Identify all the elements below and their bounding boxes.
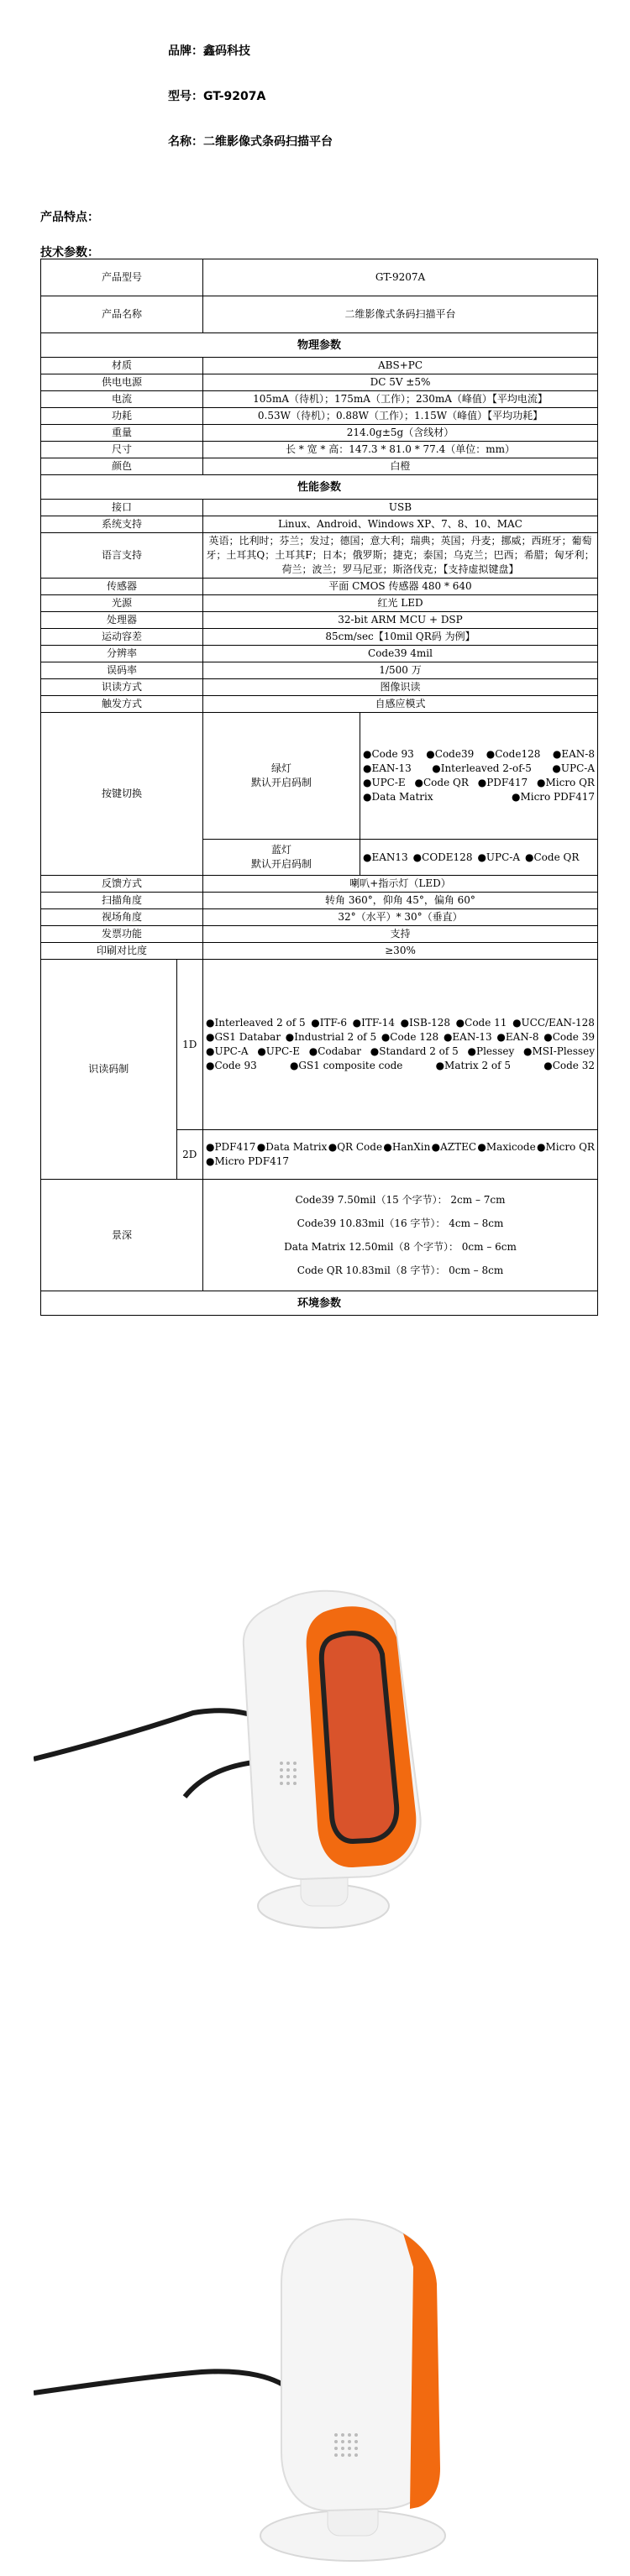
current-value: 105mA（待机）；175mA（工作）；230mA（峰值）【平均电流】 [203, 391, 598, 408]
2d-label: 2D [176, 1130, 202, 1180]
code-item: ●AZTEC [431, 1141, 477, 1153]
code-item: ●Code 93 [206, 1060, 257, 1071]
light-label: 光源 [41, 595, 203, 612]
features-heading: 产品特点： [40, 211, 99, 224]
current-label: 电流 [41, 391, 203, 408]
depth-line: Code QR 10.83mil（8 字节）： 0cm – 8cm [297, 1264, 504, 1276]
table-row [41, 595, 598, 612]
tech-heading: 技术参数： [40, 246, 99, 259]
depth-line: Data Matrix 12.50mil（8 个字节）： 0cm – 6cm [284, 1241, 517, 1253]
table-row [41, 391, 598, 408]
depth-cell [203, 1180, 598, 1291]
1d-label: 1D [176, 960, 202, 1130]
code-item: ●Matrix 2 of 5 [435, 1060, 512, 1071]
spec-table [40, 259, 598, 1316]
scan-window [322, 1633, 396, 1841]
blue-codes-cell [360, 840, 598, 876]
table-row [41, 612, 598, 629]
table-row [41, 1180, 598, 1291]
size-label: 尺寸 [41, 442, 203, 458]
code-item: ●Codabar [308, 1045, 362, 1057]
table-row [41, 259, 598, 296]
code-item: ●UPC-E [257, 1045, 300, 1057]
table-row [41, 458, 598, 475]
language-label: 语言支持 [41, 533, 203, 579]
table-row [41, 516, 598, 533]
code-item: ●Code QR [525, 851, 580, 863]
code-item: ●Code128 [486, 748, 541, 760]
depth-label: 景深 [41, 1180, 203, 1291]
code-item: ●GS1 composite code [289, 1060, 403, 1071]
light-value: 红光 LED [203, 595, 598, 612]
table-row [41, 943, 598, 960]
table-row [41, 662, 598, 679]
feedback-label: 反馈方式 [41, 876, 203, 893]
table-row [41, 876, 598, 893]
table-row [41, 374, 598, 391]
sensor-label: 传感器 [41, 579, 203, 595]
contrast-value: ≥30% [203, 943, 598, 960]
view-value: 32°（水平）* 30°（垂直） [203, 909, 598, 926]
symbology-label: 识读码制 [41, 960, 177, 1180]
table-row [41, 296, 598, 333]
code-item: ●Data Matrix [256, 1141, 328, 1153]
color-label: 颜色 [41, 458, 203, 475]
table-row [41, 333, 598, 358]
code-item: ●UPC-A [206, 1045, 249, 1057]
code-item: ●QR Code [328, 1141, 383, 1153]
table-row [41, 500, 598, 516]
code-item: ●Code 93 [363, 748, 414, 760]
name-label: 产品名称 [41, 296, 203, 333]
table-row [41, 358, 598, 374]
code-item: ●EAN-13 [443, 1031, 492, 1043]
code-item: ●HanXin [383, 1141, 431, 1153]
contrast-label: 印刷对比度 [41, 943, 203, 960]
code-item: ●GS1 Databar [206, 1031, 281, 1043]
code-item: ●ISB-128 [400, 1017, 451, 1029]
interface-value: USB [203, 500, 598, 516]
environment-heading: 环境参数 [41, 1291, 598, 1316]
table-row [41, 579, 598, 595]
code-item: ●EAN13 [363, 851, 408, 863]
code-item: ●UPC-E [363, 777, 406, 788]
model-line: 型号：GT-9207A [168, 90, 266, 103]
sensor-value: 平面 CMOS 传感器 480 * 640 [203, 579, 598, 595]
code-item: ●UPC-A [477, 851, 521, 863]
feedback-value: 喇叭+指示灯（LED） [203, 876, 598, 893]
depth-line: Code39 10.83mil（16 字节）： 4cm – 8cm [297, 1217, 504, 1229]
resolution-label: 分辨率 [41, 646, 203, 662]
depth-line: Code39 7.50mil（15 个字节）： 2cm – 7cm [295, 1194, 506, 1206]
table-row [41, 696, 598, 713]
code-item: ●PDF417 [206, 1141, 256, 1153]
code-item: ●Code39 [426, 748, 475, 760]
table-row [41, 679, 598, 696]
physical-heading: 物理参数 [41, 333, 598, 358]
code-item: ●Data Matrix [363, 791, 433, 803]
switch-label: 按键切换 [41, 713, 203, 876]
interface-label: 接口 [41, 500, 203, 516]
code-item: ●Interleaved 2-of-5 [432, 762, 532, 774]
code-item: ●Interleaved 2 of 5 [206, 1017, 306, 1029]
2d-codes [206, 1140, 595, 1169]
code-item: ●CODE128 [412, 851, 473, 863]
code-item: ●Standard 2 of 5 [370, 1045, 459, 1057]
trigger-value: 自感应模式 [203, 696, 598, 713]
1d-codes-cell [203, 960, 598, 1130]
code-item: ●Code QR [414, 777, 469, 788]
blue-codes [363, 851, 595, 865]
code-item: ●Maxicode [477, 1141, 536, 1153]
weight-value: 214.0g±5g（含线材） [203, 425, 598, 442]
table-row [41, 646, 598, 662]
cable [34, 2371, 294, 2393]
code-item: ●Code 39 [543, 1031, 595, 1043]
readmode-label: 识读方式 [41, 679, 203, 696]
table-row [41, 425, 598, 442]
table-row [41, 442, 598, 458]
angle-value: 转角 360°，仰角 45°，偏角 60° [203, 893, 598, 909]
table-row [41, 713, 598, 840]
code-item: ●MSI-Plessey [522, 1045, 595, 1057]
scanner-photo-front [34, 1570, 470, 1940]
code-item: ●UCC/EAN-128 [512, 1017, 595, 1029]
code-item: ●Industrial 2 of 5 [285, 1031, 377, 1043]
code-item: ●EAN-8 [552, 748, 595, 760]
code-item: ●Micro PDF417 [206, 1155, 290, 1167]
material-label: 材质 [41, 358, 203, 374]
angle-label: 扫描角度 [41, 893, 203, 909]
green-codes-cell [360, 713, 598, 840]
size-value: 长 * 宽 * 高：147.3 * 81.0 * 77.4（单位：mm） [203, 442, 598, 458]
table-row [41, 475, 598, 500]
table-row [41, 909, 598, 926]
resolution-value: Code39 4mil [203, 646, 598, 662]
cpu-label: 处理器 [41, 612, 203, 629]
code-item: ●Code 32 [543, 1060, 595, 1071]
color-value: 白橙 [203, 458, 598, 475]
code-item: ●Plessey [467, 1045, 515, 1057]
green-light-label: 绿灯 默认开启码制 [203, 713, 360, 840]
model-label: 产品型号 [41, 259, 203, 296]
table-row [41, 629, 598, 646]
motion-value: 85cm/sec【10mil QR码 为例】 [203, 629, 598, 646]
weight-label: 重量 [41, 425, 203, 442]
trigger-label: 触发方式 [41, 696, 203, 713]
table-row [41, 1291, 598, 1316]
error-label: 误码率 [41, 662, 203, 679]
motion-label: 运动容差 [41, 629, 203, 646]
power-label: 供电电源 [41, 374, 203, 391]
brand-line: 品牌：鑫码科技 [168, 45, 250, 58]
performance-heading: 性能参数 [41, 475, 598, 500]
table-row [41, 533, 598, 579]
product-name-line: 名称：二维影像式条码扫描平台 [168, 135, 333, 149]
table-row [41, 926, 598, 943]
2d-codes-cell [203, 1130, 598, 1180]
green-codes [363, 747, 595, 804]
code-item: ●Micro QR [537, 777, 595, 788]
material-value: ABS+PC [203, 358, 598, 374]
code-item: ●EAN-13 [363, 762, 412, 774]
code-item: ●Micro QR [537, 1141, 595, 1153]
invoice-value: 支持 [203, 926, 598, 943]
code-item: ●EAN-8 [496, 1031, 539, 1043]
cpu-value: 32-bit ARM MCU + DSP [203, 612, 598, 629]
scanner-photo-side [34, 2183, 470, 2569]
code-item: ●UPC-A [552, 762, 595, 774]
error-value: 1/500 万 [203, 662, 598, 679]
code-item: ●PDF417 [477, 777, 528, 788]
blue-light-label: 蓝灯 默认开启码制 [203, 840, 360, 876]
view-label: 视场角度 [41, 909, 203, 926]
model-value: GT-9207A [203, 259, 598, 296]
invoice-label: 发票功能 [41, 926, 203, 943]
name-value: 二维影像式条码扫描平台 [203, 296, 598, 333]
readmode-value: 图像识读 [203, 679, 598, 696]
code-item: ●ITF-14 [352, 1017, 395, 1029]
table-row [41, 960, 598, 1130]
os-label: 系统支持 [41, 516, 203, 533]
code-item: ●Code 11 [455, 1017, 507, 1029]
power-value: DC 5V ±5% [203, 374, 598, 391]
wattage-label: 功耗 [41, 408, 203, 425]
code-item: ●ITF-6 [311, 1017, 347, 1029]
1d-codes [206, 1016, 595, 1073]
table-row [41, 893, 598, 909]
language-value: 英语；比利时；芬兰；发过；德国；意大利；瑞典；英国；丹麦；挪威；西班牙；葡萄牙；土耳其Q；土耳其F；日本；俄罗斯；捷克；泰国；乌克兰；巴西；希腊；匈牙利；荷兰；波兰；罗马尼亚；斯洛伐克；【支持虚拟键盘】 [203, 533, 598, 579]
wattage-value: 0.53W（待机）；0.88W（工作）；1.15W（峰值）【平均功耗】 [203, 408, 598, 425]
os-value: Linux、Android、Windows XP、7、8、10、MAC [203, 516, 598, 533]
code-item: ●Code 128 [381, 1031, 439, 1043]
table-row [41, 408, 598, 425]
code-item: ●Micro PDF417 [511, 791, 595, 803]
